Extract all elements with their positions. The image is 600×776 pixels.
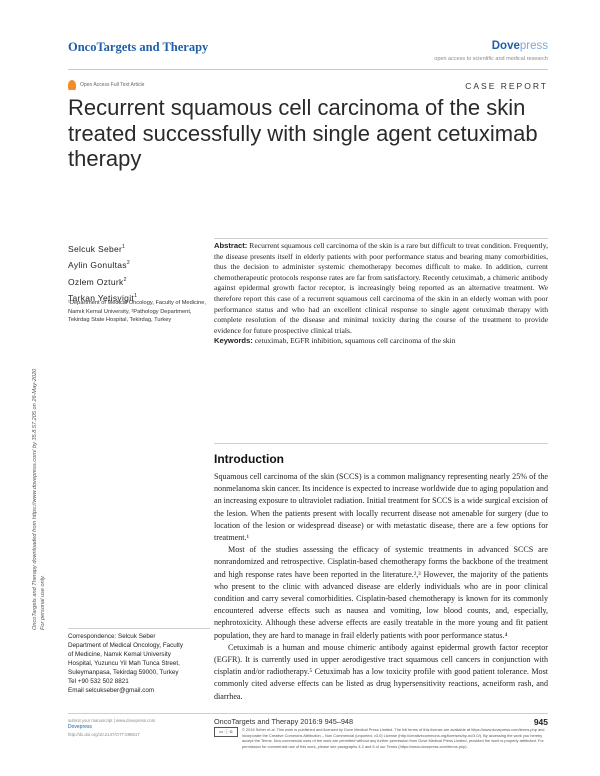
- download-side-note: [12, 150, 50, 630]
- journal-name: OncoTargets and Therapy: [68, 40, 209, 54]
- brand-bold: Dove: [491, 40, 520, 52]
- abstract: [214, 241, 548, 347]
- author: Tarkan Yetisyigit$^1$: [68, 292, 138, 303]
- article-title: Recurrent squamous cell carcinoma of the skin treated successfully with single agent cetuximab therapy: [68, 95, 538, 171]
- body-text: [214, 471, 548, 703]
- publisher-tagline: open access to scientific and medical research: [434, 56, 548, 62]
- open-access-lock-icon: [68, 80, 76, 90]
- side-note-line1: OncoTargets and Therapy downloaded from https://www.dovepress.com/ by 35.8.57.205 on 26-May-2020: [32, 368, 38, 630]
- license-text: © 2016 Seber et al. This work is published and licensed by Dove Medical Press Limited. The full terms of this license are available at https://www.dovepress.com/terms.php and incorporate the Creative Commons Attribution – Non Commercial (unported, v3.0) License (http://creativecommons.org/licenses/by-nc/3.0/). By accessing the work you hereby accept the Terms. Non-commercial uses of the work are permitted without any further permission from Dove Medical Press Limited, provided the work is properly attributed. For permission for commercial use of this work, please see paragraphs 4.2 and 5 of our Terms (https://www.dovepress.com/terms.php).: [242, 727, 545, 749]
- license: [214, 727, 548, 749]
- keywords-text: cetuximab, EGFR inhibition, squamous cell carcinoma of the skin: [254, 336, 456, 346]
- citation: OncoTargets and Therapy 2016:9 945–948: [214, 717, 354, 726]
- section-heading: Introduction: [214, 452, 284, 466]
- footer-divider: [68, 713, 548, 714]
- publisher-logo[interactable]: [492, 40, 548, 52]
- affiliations: ¹Department of Medical Oncology, Faculty of Medicine, Namık Kemal University, ²Pathology Department, Tekirdag State Hospital, Tekirdag, Turkey: [68, 300, 207, 323]
- abstract-label: Abstract:: [214, 241, 248, 250]
- abstract-text: Recurrent squamous cell carcinoma of the skin is a rare but difficult to treat condition. Frequently, the disease presents itself in elderly patients with poor performance status and bearing many comorbidities, thus the decision to administer systemic chemotherapy becomes difficult to make. In addition, current chemotherapeutic protocols response rates are far from satisfactory. Recently cetuximab, a chimeric antibody against epidermal growth factor receptor, is increasingly being reported as an alternative treatment. We therefore report this case of a recurrent squamous cell carcinoma of the skin in an elderly woman with poor performance status and who had an excellent clinical response to single agent cetuximab therapy with complete resolution of the disease and minimal toxicity during the course of the treatment to provide evidence for future prospective clinical trials.: [214, 241, 548, 335]
- correspondence: Correspondence: Selcuk Seber Department of Medical Oncology, Faculty of Medicine, Namık Kemal University Hospital, Yuzuncu Yil Mah Tunca Street, Suleymanpasa, Tekirdag 59000, Turkey Tel +90 532 502 8821 Email selcukseber@gmail.com: [68, 632, 210, 695]
- paragraph: Squamous cell carcinoma of the skin (SCCS) is a common malignancy representing nearly 25% of the nonmelanoma skin cancer. Its incidence is expected to increase worldwide due to aging population and an increasing exposure to ultraviolet radiation. Initial treatment for SCCS is a wide surgical excision of the lesion. When the patients present with locally recurrent disease not amenable for surgery (due to location of the lesion or widespread disease) or with metastatic disease, there are a few options for treatment.¹: [214, 472, 548, 543]
- article-type: CASE REPORT: [465, 81, 548, 91]
- brand-light: press: [519, 40, 548, 52]
- page-number: 945: [533, 717, 548, 727]
- author-list: [68, 240, 137, 305]
- author: Ozlem Ozturk$^2$: [68, 276, 127, 287]
- paragraph: Cetuximab is a human and mouse chimeric antibody against epidermal growth factor receptor (EGFR). It is currently used in upper aerodigestive tract squamous cell cancers in conjunction with cisplatin and/or radiotherapy.⁵ Cetuximab has a low toxicity profile with good patient tolerance. Most commonly cited adverse effects can be listed as drug hypersensitivity reactions, acneiform rash, and diarrhea.: [214, 642, 548, 701]
- open-access-text: Open Access Full Text Article: [80, 82, 145, 88]
- email-link[interactable]: Email selcukseber@gmail.com: [68, 687, 155, 694]
- author: Selcuk Seber$^1$: [68, 243, 126, 254]
- side-note-line2: For personal use only.: [40, 575, 46, 630]
- abstract-top-divider: [214, 238, 548, 239]
- header-divider: [68, 69, 548, 70]
- abstract-bottom-divider: [214, 443, 548, 444]
- paragraph: Most of the studies assessing the efficacy of systemic treatments in advanced SCCS are nonrandomized and retrospective. Cisplatin-based chemotherapy forms the backbone of the treatment and high response rates have been reported in the literature.²,³ However, the majority of the patients who present to the clinic with advanced disease are elderly individuals who are in poor clinical condition and carry several comorbidities. Cisplatin-based chemotherapy is known for its commonly encountered adverse effects such as nausea and vomiting, low blood counts, and, especially, nephrotoxicity. Although these adverse effects are easily treatable in the more young and fit patient population, they are hard to manage in frail elderly patients with poor performance status.⁴: [214, 545, 548, 640]
- submit-link[interactable]: submit your manuscript | www.dovepress.com: [68, 718, 156, 723]
- footer-left: [68, 717, 210, 738]
- creative-commons-icon[interactable]: cc ⓘ ⊜: [214, 727, 238, 737]
- author: Aylin Gonultas$^2$: [68, 260, 130, 271]
- open-access-label: [68, 80, 144, 90]
- correspondence-divider: [68, 628, 210, 629]
- doi-link[interactable]: http://dx.doi.org/10.2147/OTT.S98517: [68, 732, 140, 737]
- keywords-label: Keywords:: [214, 336, 253, 346]
- footer-dovepress[interactable]: Dovepress: [68, 724, 92, 730]
